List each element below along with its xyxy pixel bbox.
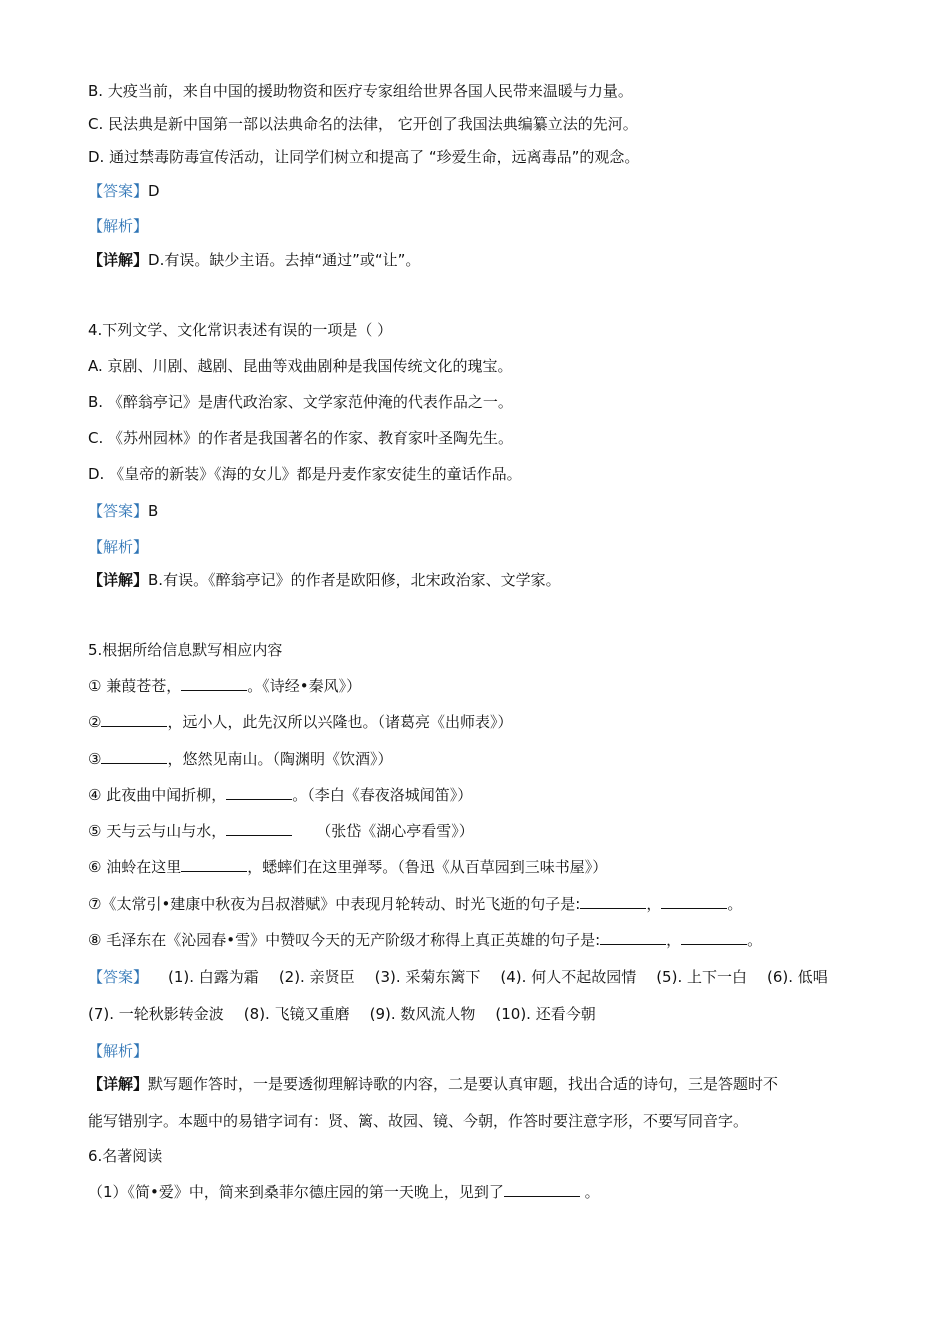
answer-label: 【答案】: [88, 502, 149, 520]
answer-item: (1). 白露为霜: [168, 968, 259, 986]
q5-line-5: [88, 820, 474, 842]
q5-line-6: [88, 856, 607, 878]
line-text: （张岱《湖心亭看雪》）: [316, 822, 474, 840]
q5-line-3: [88, 748, 392, 770]
q3-analysis-label: 【解析】: [88, 217, 149, 235]
line-text: ，: [646, 895, 662, 913]
answer-item: (10). 还看今朝: [495, 1005, 596, 1023]
q3-answer: [88, 180, 160, 202]
blank: [226, 821, 292, 836]
answer-label: 【答案】: [88, 182, 149, 200]
answer-item: (3). 采菊东篱下: [374, 968, 481, 986]
q5-detail-2: 能写错别字。本题中的易错字词有：贤、篱、故园、镜、今朝，作答时要注意字形，不要写同音字。: [88, 1112, 749, 1130]
q4-option-b: B. 《醉翁亭记》是唐代政治家、文学家范仲淹的代表作品之一。: [88, 393, 513, 411]
blank: [101, 749, 167, 764]
q4-option-a: A. 京剧、川剧、越剧、昆曲等戏曲剧种是我国传统文化的瑰宝。: [88, 357, 513, 375]
line-text: 。: [727, 895, 743, 913]
line-text: ⑦《太常引•建康中秋夜为吕叔潜赋》中表现月轮转动、时光飞逝的句子是:: [88, 895, 581, 913]
line-text: （1）《简•爱》中，简来到桑菲尔德庄园的第一天晚上，见到了: [88, 1183, 504, 1201]
q4-analysis-label: 【解析】: [88, 538, 149, 556]
q3-detail: [88, 249, 420, 271]
q5-stem: 5.根据所给信息默写相应内容: [88, 641, 283, 659]
detail-label: 【详解】: [88, 251, 149, 269]
line-text: ① 兼葭苍苍，: [88, 677, 182, 695]
detail-text: B.有误。《醉翁亭记》的作者是欧阳修，北宋政治家、文学家。: [148, 571, 561, 589]
q4-option-d: D. 《皇帝的新装》《海的女儿》都是丹麦作家安徒生的童话作品。: [88, 465, 522, 483]
blank: [101, 712, 167, 727]
line-text: 。《诗经•秦风》）: [247, 677, 362, 695]
answer-label: 【答案】: [88, 968, 149, 986]
answer-item: (4). 何人不起故园情: [500, 968, 637, 986]
detail-label: 【详解】: [88, 571, 149, 589]
line-text: 。（李白《春夜洛城闻笛》）: [292, 786, 473, 804]
blank: [600, 930, 666, 945]
blank: [681, 930, 747, 945]
line-text: ⑤ 天与云与山与水，: [88, 822, 227, 840]
answer-item: (6). 低唱: [767, 968, 828, 986]
q4-stem: 4.下列文学、文化常识表述有误的一项是（ ）: [88, 321, 393, 339]
line-text: ④ 此夜曲中闻折柳，: [88, 786, 227, 804]
line-text: 。: [579, 1183, 600, 1201]
blank: [504, 1182, 580, 1197]
q5-analysis-label: 【解析】: [88, 1042, 149, 1060]
detail-text: 默写题作答时，一是要透彻理解诗歌的内容，二是要认真审题，找出合适的诗句，三是答题时不: [148, 1075, 779, 1093]
answer-item: (7). 一轮秋影转金波: [88, 1005, 224, 1023]
q5-line-4: [88, 784, 472, 806]
line-text: ，悠然见南山。（陶渊明《饮酒》）: [167, 750, 393, 768]
detail-label: 【详解】: [88, 1075, 149, 1093]
q6-stem: 6.名著阅读: [88, 1147, 163, 1165]
q4-answer: [88, 500, 158, 522]
q3-option-c: C. 民法典是新中国第一部以法典命名的法律， 它开创了我国法典编纂立法的先河。: [88, 115, 638, 133]
q3-option-b: B. 大疫当前，来自中国的援助物资和医疗专家组给世界各国人民带来温暖与力量。: [88, 82, 633, 100]
line-text: 。: [747, 931, 763, 949]
blank: [181, 857, 247, 872]
line-text: ⑥ 油蛉在这里: [88, 858, 182, 876]
blank: [580, 894, 646, 909]
blank: [181, 676, 247, 691]
q4-detail: [88, 569, 561, 591]
q5-answer-line-2: [88, 1003, 596, 1025]
line-text: ，: [666, 931, 682, 949]
q5-line-8: [88, 929, 762, 951]
line-text: ⑧ 毛泽东在《沁园春•雪》中赞叹今天的无产阶级才称得上真正英雄的句子是:: [88, 931, 601, 949]
detail-text: D.有误。缺少主语。去掉“通过”或“让”。: [148, 251, 421, 269]
answer-item: (5). 上下一白: [656, 968, 747, 986]
blank: [661, 894, 727, 909]
q3-option-d: D. 通过禁毒防毒宣传活动，让同学们树立和提高了 “珍爱生命，远离毒品”的观念。: [88, 148, 640, 166]
q4-option-c: C. 《苏州园林》的作者是我国著名的作家、教育家叶圣陶先生。: [88, 429, 514, 447]
q5-answer-line-1: [88, 966, 828, 988]
line-text: ，远小人，此先汉所以兴隆也。（诸葛亮《出师表》）: [167, 713, 513, 731]
line-text: ③: [88, 750, 102, 768]
line-text: ②: [88, 713, 102, 731]
q5-line-1: [88, 675, 361, 697]
answer-item: (9). 数风流人物: [369, 1005, 476, 1023]
blank: [226, 785, 292, 800]
line-text: ，蟋蟀们在这里弹琴。（鲁迅《从百草园到三味书屋》）: [247, 858, 608, 876]
answer-value: B: [148, 502, 159, 520]
q5-line-2: [88, 711, 512, 733]
q6-line-1: [88, 1181, 600, 1203]
answer-item: (8). 飞镜又重磨: [243, 1005, 350, 1023]
answer-item: (2). 亲贤臣: [278, 968, 355, 986]
q5-line-7: [88, 893, 742, 915]
q5-detail-1: [88, 1073, 778, 1095]
answer-value: D: [148, 182, 160, 200]
